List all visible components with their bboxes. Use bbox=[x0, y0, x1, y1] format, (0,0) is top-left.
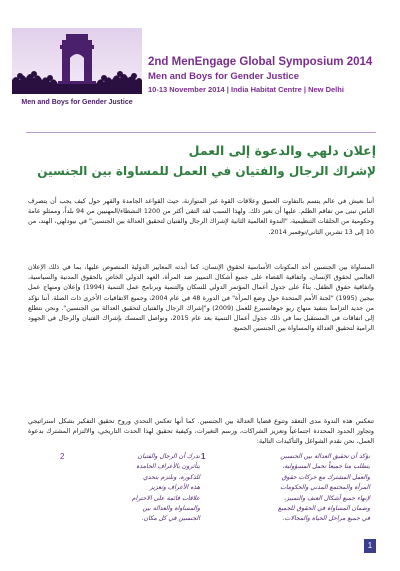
header bbox=[0, 0, 400, 118]
intro-paragraph: أننا نعيش في عالم يتسم بالتفاوت العميق وعلاقات القوة غير المتوازنة، حيث القواعد الجامدة والقهر حول كيف يجب أن يتصرف الناس تبنى من تفاقم الظلم. عليها أن نغير ذلك. ولهذا السبب لقد التقى أكثر من 1200 النشطاء/المهنيين من 94 بلداً، وممثلو عامة وحكومية من الحلقات التنظيمية، "الندوة العالمية الثانية لإشراك الرجال والفتيان لتحقيق العدالة بين الجنسين" في نيودلهي، الهند، من 10 إلى 13 تشرين الثاني/نوفمبر 2014. bbox=[28, 197, 374, 236]
logo-text: Men and Boys for Gender Justice bbox=[21, 99, 133, 106]
declaration-subtitle: لإشراك الرجال والفتيان في العمل للمساواة بين الجنسين bbox=[37, 164, 376, 178]
rights-paragraph: المساواة بين الجنسين أحد المكونات الأساسية لحقوق الإنسان، كما أبدته المعايير الدولية المنصوص عليها، بما في ذلك الإعلان العالمي لحقوق الإنسان، واتفاقية القضاء على جميع أشكال التمييز ضد المرأة، العهد الدولي الخاص بالحقوق المدنية والسياسية، واتفاقية حقوق الطفل. بناءً على جدول أعمال المؤتمر الدولي للسكان والتنمية وبرنامج عمل التنمية (1994) وإعلان ومنهاج عمل بيجين (1995) "لجنة الأمم المتحدة حول وضع المرأة" في الدورة 48 في عام 2004، وجميع الاتفاقيات الأخرى ذات الصلة. أننا نؤكد من جديد التزامنا بتنفيذ منهاج ريو جوهانسبرغ للعمل (2009) و"إشراك الرجال والفتيان لتحقيق العدالة بين الجنسين". ونحن نتطلع إلى اتفاقات في المستقبل بما في ذلك جدول أعمال التنمية بعد عام 2015، ونواصل التمسك بإشراك الفتيان والرجال في الجهود الرامية لتحقيق العدالة والمساواة بين الجنسين الجميع. bbox=[28, 263, 375, 333]
list-item: للذكورة، ونلتزم بتحدي bbox=[142, 473, 200, 481]
symposium-date-venue: 10-13 November 2014 | India Habitat Centre | New Delhi bbox=[148, 85, 344, 94]
column-left bbox=[70, 452, 200, 525]
column-right-number: 1 bbox=[201, 452, 206, 461]
symposium-subtitle: Men and Boys for Gender Justice bbox=[148, 71, 299, 82]
list-item: ندرك أن الرجال والفتيان bbox=[137, 453, 200, 460]
divider bbox=[26, 132, 376, 133]
list-item: يتأثرون بالأعراف الجامدة bbox=[136, 463, 200, 471]
list-item: يتطلب منا جميعاً تحمل المسؤولية، bbox=[282, 463, 370, 471]
symposium-info bbox=[148, 55, 388, 96]
declaration-title: إعلان دلهي والدعوة إلى العمل bbox=[188, 143, 376, 158]
page-number: 1 bbox=[364, 539, 376, 553]
list-item: في جميع مراحل الحياة والمجالات. bbox=[282, 515, 370, 523]
list-item: نؤكد أن تحقيق العدالة بين الجنسين bbox=[280, 453, 370, 460]
list-item: وضمان المساواة في الحقوق للجميع bbox=[277, 505, 370, 513]
column-right bbox=[215, 452, 370, 525]
symposium-title: 2nd MenEngage Global Symposium 2014 bbox=[148, 56, 373, 68]
list-item: والعمل المشترك مع حركات حقوق bbox=[281, 473, 370, 481]
list-item: الجنسين في كل مكان. bbox=[141, 515, 200, 523]
list-item: هذه الأعراف وتعزيز bbox=[149, 484, 200, 492]
list-item: لإنهاء جميع أشكال العنف والتمييز، bbox=[283, 494, 370, 502]
column-left-number: 2 bbox=[60, 452, 65, 461]
india-gate-logo-icon bbox=[12, 28, 142, 108]
affirmation-paragraph: تنعكس هذه الندوة مدى التعقد وتنوع قضايا العدالة بين الجنسين. كما أنها تعكس التحدي وروح تحقيق التفكير بشكل استراتيجي وتجاوز الحدود المحددة اجتماعياً وتعزيز الشراكات، ورسم التغيرات، وكيفية تحقيق لهذا الحدث التاريخي، والالتزام المشترك بدعوة العمل، نحن نقدم الشواغل والتأكيدات التالية: bbox=[28, 417, 374, 446]
list-item: والمساواة والعدالة بين bbox=[142, 505, 200, 513]
list-item: علاقات قائمة على الاحترام bbox=[131, 494, 200, 502]
list-item: المرأة والمجتمع المدني والحكومات bbox=[280, 484, 370, 492]
symposium-logo bbox=[12, 28, 142, 108]
